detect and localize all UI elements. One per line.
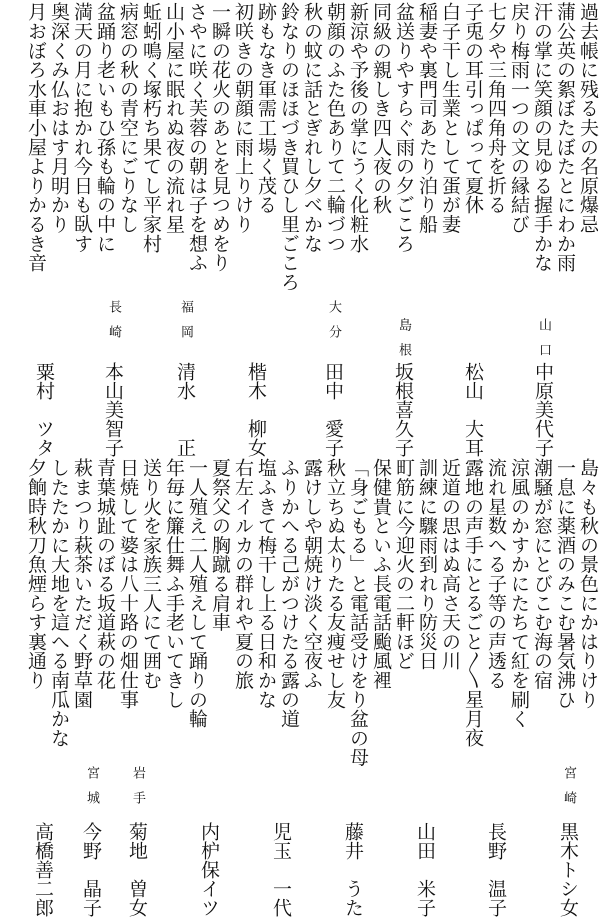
poem-line: 露地の声手にとるごと〳〵星月夜 xyxy=(462,458,484,748)
author-prefecture: 宮崎 xyxy=(561,766,576,816)
poem-line: したたかに大地を這へる南瓜かな xyxy=(48,458,70,748)
poem-line: 年毎に簾仕舞ふ手老いてきし xyxy=(163,458,185,709)
author-name: 菊地 曽女 xyxy=(126,822,148,917)
author-name: 藤井 うた xyxy=(342,822,364,917)
author-name: 清水 正 xyxy=(174,362,196,457)
poem-line: 露けしや朝焼け淡く空夜ふ xyxy=(301,458,323,690)
poem-line: 町筋に今迎火の二軒ほど xyxy=(393,458,415,671)
author-name: 坂根喜久子 xyxy=(392,362,414,457)
author-name: 児玉 一代 xyxy=(270,822,292,917)
poem-line: 保健貴といふ長電話颱風裡 xyxy=(370,458,392,690)
author-prefecture: 福岡 xyxy=(178,300,193,350)
poem-line: 近道の思はぬ高さ天の川 xyxy=(439,458,461,671)
poem-line: 朝顔のふた色ありて二輪づつ xyxy=(324,2,346,253)
author-name: 本山美智子 xyxy=(102,362,124,457)
poem-line: 盆踊り老いもひ孫も輪の中に xyxy=(94,2,116,253)
poem-line: 訓練に驟雨到れり防災日 xyxy=(416,458,438,671)
author-prefecture: 岩手 xyxy=(130,766,145,816)
poem-line: 右左イルカの群れや夏の旅 xyxy=(232,458,254,690)
author-prefecture: 宮城 xyxy=(84,766,99,816)
poem-line: 山小屋に眠れぬ夜の流れ星 xyxy=(163,2,185,234)
poem-line: 送り火を家族三人にて囲む xyxy=(140,458,162,690)
poem-line: ふりかへる己がつけたる露の道 xyxy=(278,458,300,729)
poem-line: 潮騒が窓にとびこむ海の宿 xyxy=(531,458,553,690)
author-name: 内枦保イツ xyxy=(198,822,220,917)
poem-line: 子兎の耳引っぱって夏休 xyxy=(462,2,484,215)
poem-line: 病窓の秋の青空にごりなし xyxy=(117,2,139,234)
poem-line: 鈴なりのほほづき買ひし里ごころ xyxy=(278,2,300,292)
poem-line: 白子干し生業として蛋が妻 xyxy=(439,2,461,234)
poem-line: 一瞬の花火のあとを見つめをり xyxy=(209,2,231,273)
author-prefecture: 島根 xyxy=(396,318,411,368)
poem-line: さやに咲く芙蓉の朝は子を想ふ xyxy=(186,2,208,273)
author-prefecture: 山口 xyxy=(536,318,551,368)
poem-line: 秋の蚊に話とぎれし夕べかな xyxy=(301,2,323,253)
author-name: 黒木トシ女 xyxy=(557,822,579,917)
poem-line: 新涼や予後の掌にうく化粧水 xyxy=(347,2,369,253)
author-prefecture: 長崎 xyxy=(106,300,121,350)
poem-line: 涼風のかすかにたちて紅を刷く xyxy=(508,458,530,729)
poem-line: 塩ふきて梅干し上る日和かな xyxy=(255,458,277,709)
author-name: 楷木 柳女 xyxy=(245,362,267,457)
poem-line: 日焼して婆は八十路の畑仕事 xyxy=(117,458,139,709)
poem-line: 萩まつり萩茶いただく野草園 xyxy=(71,458,93,709)
poem-line: 蚯蚓鳴く塚朽ち果てし平家村 xyxy=(140,2,162,253)
author-name: 中原美代子 xyxy=(532,362,554,457)
author-name: 田中 愛子 xyxy=(322,362,344,457)
author-name: 長野 温子 xyxy=(485,822,507,917)
poem-line: 一息に薬酒のみこむ暑気沸ひ xyxy=(554,458,576,709)
poem-line: 戻り梅雨一つの文の縁結び xyxy=(508,2,530,234)
poem-line: 青葉城趾のぼる坂道萩の花 xyxy=(94,458,116,690)
poem-line: 夏祭父の胸蹴る肩車 xyxy=(209,458,231,632)
poem-line: 同級の親しき四人夜の秋 xyxy=(370,2,392,215)
poem-line: 一人殖え二人殖えして踊りの輪 xyxy=(186,458,208,729)
poem-line: 過去帳に残る夫の名原爆忌 xyxy=(577,2,599,234)
poem-line: 跡もなき軍需工場く茂る xyxy=(255,2,277,215)
author-name: 今野 晶子 xyxy=(80,822,102,917)
poem-line: 満天の月に抱かれ今日も臥す xyxy=(71,2,93,253)
author-prefecture: 大分 xyxy=(326,300,341,350)
author-name: 高橋善二郎 xyxy=(32,822,54,917)
poem-line: 流れ星数へる子等の声透る xyxy=(485,458,507,690)
poem-line: 「身ごもる」と電話受けをり盆の母 xyxy=(347,458,369,767)
poem-line: 盆送りやすらぐ雨の夕ごころ xyxy=(393,2,415,253)
author-name: 松山 大耳 xyxy=(462,362,484,457)
poem-line: 汗の掌に笑顔の見ゆる握手かな xyxy=(531,2,553,273)
author-name: 粟村 ツタ xyxy=(33,362,55,457)
poem-line: 月おぼろ水車小屋よりかるき音 xyxy=(25,2,47,273)
poem-line: 初咲きの朝顔に雨上りけり xyxy=(232,2,254,234)
poem-line: 奥深くみ仏おはす月明かり xyxy=(48,2,70,234)
poem-line: 七夕や三角四角舟を折る xyxy=(485,2,507,215)
poem-line: 稲妻や裏門司あたり泊り船 xyxy=(416,2,438,234)
poem-line: 夕餉時秋刀魚煙らす裏通り xyxy=(25,458,47,690)
poem-line: 秋立ちぬ太りたる友痩せし友 xyxy=(324,458,346,709)
poem-line: 島々も秋の景色にかはりけり xyxy=(577,458,599,709)
poem-line: 蒲公英の絮ぼたぼたとにわか雨 xyxy=(554,2,576,273)
author-name: 山田 米子 xyxy=(414,822,436,917)
